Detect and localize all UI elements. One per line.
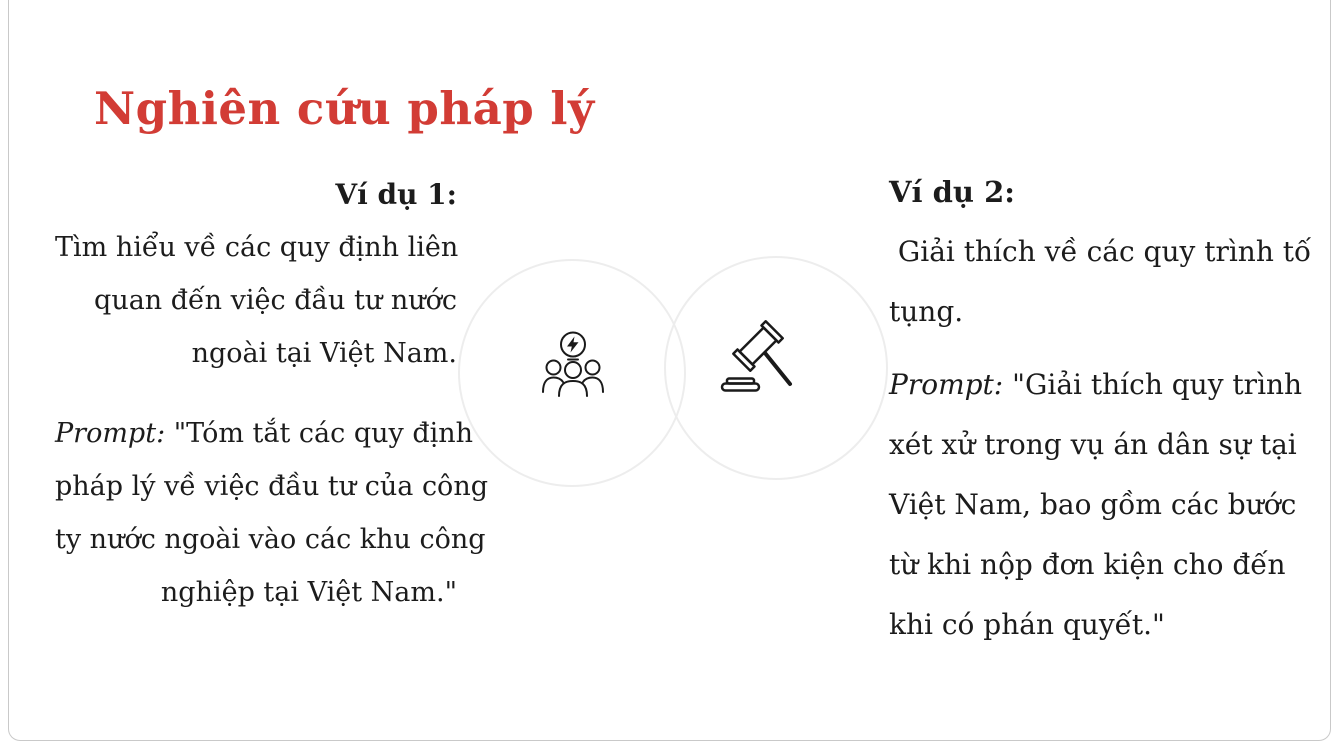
text-line: từ khi nộp đơn kiện cho đến [889, 548, 1286, 581]
text-line [889, 355, 1319, 415]
text-line: tụng. [889, 295, 964, 328]
gavel-icon [718, 316, 800, 400]
prompt-text-start: "Giải thích quy trình [1003, 368, 1303, 401]
text-line [55, 407, 474, 460]
team-idea-icon [540, 330, 606, 398]
text-line: xét xử trong vụ án dân sự tại [889, 428, 1297, 461]
person-head-left [547, 361, 561, 375]
person-head-right [586, 361, 600, 375]
person-head-center [565, 362, 581, 378]
example-2-body [889, 222, 1319, 342]
text-line: pháp lý về việc đầu tư của công [55, 471, 488, 502]
text-line: ngoài tại Việt Nam. [191, 338, 457, 369]
gavel-handle [765, 353, 790, 384]
example-2-prompt [889, 355, 1319, 655]
text-line: ty nước ngoài vào các khu công [55, 524, 486, 555]
text-line: nghiệp tại Việt Nam." [160, 577, 457, 608]
example-1-textbox[interactable] [55, 168, 488, 619]
prompt-label: Prompt: [55, 418, 166, 449]
text-line: quan đến việc đầu tư nước [94, 285, 457, 316]
example-2-heading: Ví dụ 2: [889, 175, 1015, 209]
prompt-text-start: "Tóm tắt các quy định [165, 418, 474, 449]
person-body-center [559, 381, 587, 396]
gavel-block-base [722, 384, 759, 391]
text-line: Việt Nam, bao gồm các bước [889, 488, 1297, 521]
example-1-heading: Ví dụ 1: [335, 178, 457, 211]
gavel-cap-top [762, 321, 783, 342]
example-2-textbox[interactable] [889, 162, 1319, 655]
text-line: Tìm hiểu về các quy định liên [55, 232, 459, 263]
example-1-body [55, 221, 457, 380]
example-1-prompt [55, 407, 488, 619]
text-line: Giải thích về các quy trình tố [889, 235, 1312, 268]
prompt-label: Prompt: [889, 368, 1004, 401]
gavel-cap-bottom [733, 350, 754, 371]
lightning-bolt-icon [567, 337, 579, 353]
text-line: khi có phán quyết." [889, 608, 1165, 641]
page-title[interactable]: Nghiên cứu pháp lý [94, 82, 595, 135]
